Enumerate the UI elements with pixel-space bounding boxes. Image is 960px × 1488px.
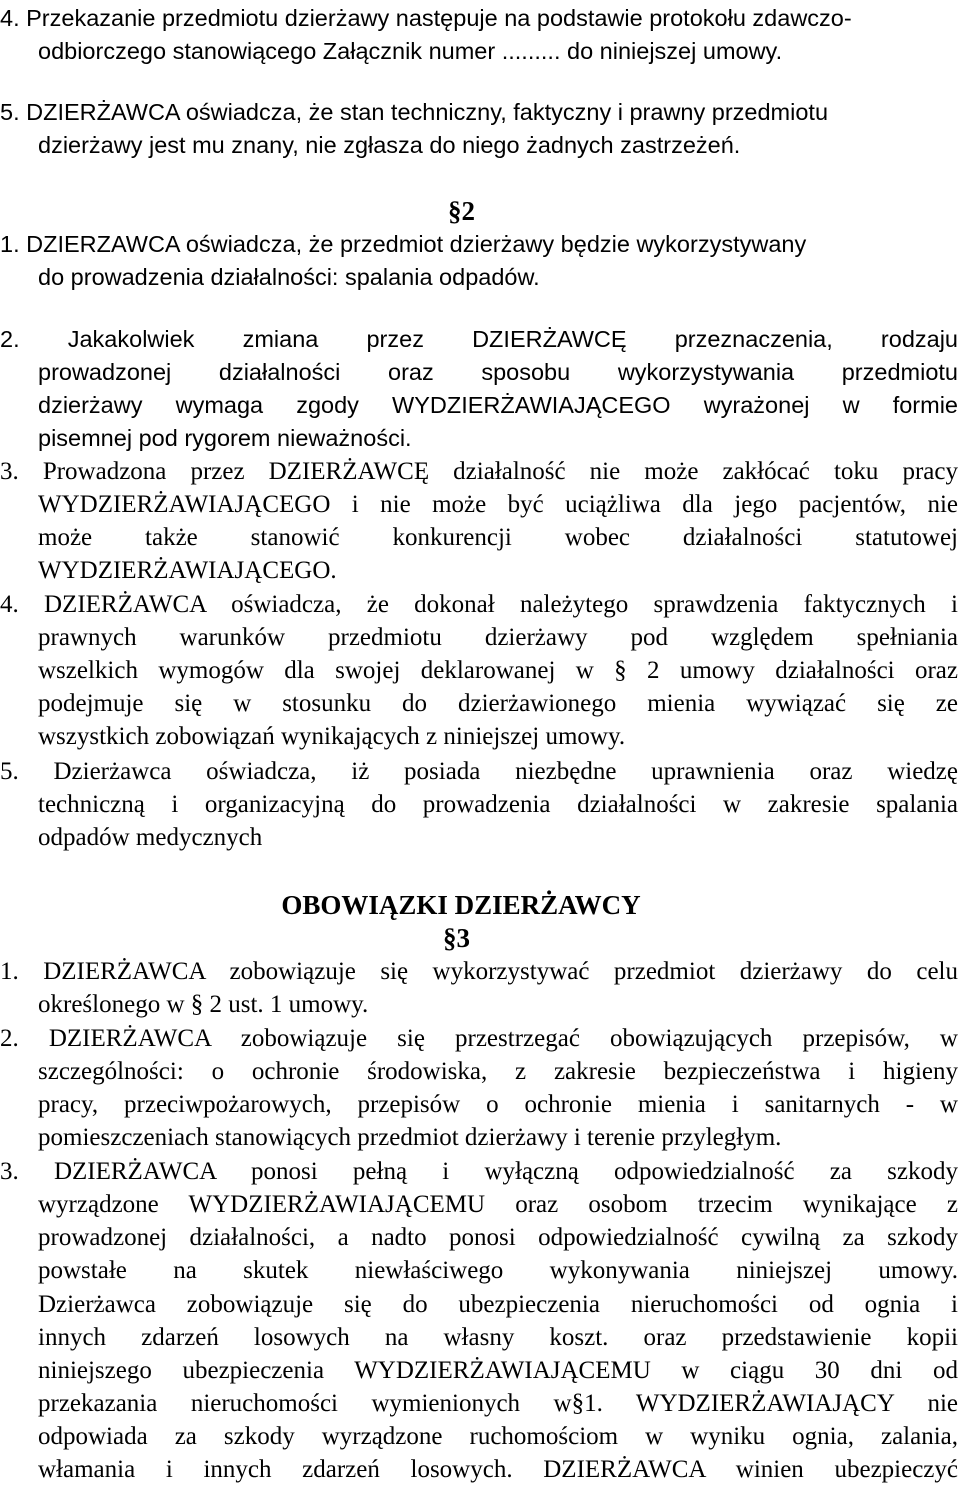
text-line: włamania i innych zdarzeń losowych. DZIERŻAWCA winien ubezpieczyć bbox=[38, 1456, 958, 1483]
text-line: WYDZIERŻAWIAJĄCEGO i nie może być uciążliwa dla jego pacjentów, nie bbox=[38, 491, 958, 518]
text-line: pisemnej pod rygorem nieważności. bbox=[38, 425, 412, 451]
text-line: 2. DZIERŻAWCA zobowiązuje się przestrzegać obowiązujących przepisów, w bbox=[0, 1025, 958, 1052]
text-line: 5. Dzierżawca oświadcza, iż posiada niezbędne uprawnienia oraz wiedzę bbox=[0, 758, 958, 785]
text-line: odbiorczego stanowiącego Załącznik numer ......... do niniejszej umowy. bbox=[38, 38, 783, 64]
text-line: dzierżawy wymaga zgody WYDZIERŻAWIAJĄCEGO wyrażonej w formie bbox=[38, 392, 958, 418]
section-2-marker bbox=[448, 195, 475, 228]
text-line: pomieszczeniach stanowiących przedmiot dzierżawy i terenie przyległym. bbox=[38, 1124, 782, 1151]
text-line: powstałe na skutek niewłaściwego wykonywania niniejszej umowy. bbox=[38, 1257, 958, 1284]
section-heading-obligations: OBOWIĄZKI DZIERŻAWCY bbox=[281, 890, 641, 920]
text-line: wyrządzone WYDZIERŻAWIAJĄCEMU oraz osobom trzecim wynikające z bbox=[38, 1191, 958, 1218]
text-line: wszelkich wymogów dla swojej deklarowanej w § 2 umowy działalności oraz bbox=[38, 657, 958, 684]
text-line: wszystkich zobowiązań wynikających z niniejszej umowy. bbox=[38, 723, 626, 750]
text-line: 3. DZIERŻAWCA ponosi pełną i wyłączną odpowiedzialność za szkody bbox=[0, 1158, 958, 1185]
section-2-label: §2 bbox=[448, 196, 475, 226]
text-line: przekazania nieruchomości wymienionych w§1. WYDZIERŻAWIAJĄCY nie bbox=[38, 1390, 958, 1417]
text-line: odpowiada za szkody wyrządzone ruchomościom w wyniku ognia, zalania, bbox=[38, 1423, 958, 1450]
text-line: szczególności: o ochronie środowiska, z zakresie bezpieczeństwa i higieny bbox=[38, 1058, 958, 1085]
text-line: określonego w § 2 ust. 1 umowy. bbox=[38, 991, 369, 1018]
text-line: WYDZIERŻAWIAJĄCEGO. bbox=[38, 557, 337, 584]
text-line: prawnych warunków przedmiotu dzierżawy pod względem spełniania bbox=[38, 624, 958, 651]
text-line: 4. Przekazanie przedmiotu dzierżawy następuje na podstawie protokołu zdawczo- bbox=[0, 5, 852, 31]
section-3-label: §3 bbox=[443, 923, 470, 953]
section-3-marker bbox=[443, 922, 470, 955]
text-line: odpadów medycznych bbox=[38, 824, 263, 851]
text-line: 2. Jakakolwiek zmiana przez DZIERŻAWCĘ przeznaczenia, rodzaju bbox=[0, 326, 958, 352]
text-line: 5. DZIERŻAWCA oświadcza, że stan techniczny, faktyczny i prawny przedmiotu bbox=[0, 99, 829, 125]
text-line: 1. DZIERZAWCA oświadcza, że przedmiot dzierżawy będzie wykorzystywany bbox=[0, 231, 807, 257]
text-line: prowadzonej działalności, a nadto ponosi odpowiedzialność cywilną za szkody bbox=[38, 1224, 958, 1251]
text-line: może także stanowić konkurencji wobec działalności statutowej bbox=[38, 524, 958, 551]
text-line: niniejszego ubezpieczenia WYDZIERŻAWIAJĄCEMU w ciągu 30 dni od bbox=[38, 1357, 958, 1384]
text-line: Dzierżawca zobowiązuje się do ubezpieczenia nieruchomości od ognia i bbox=[38, 1291, 958, 1318]
text-line: podejmuje się w stosunku do dzierżawionego mienia wywiązać się ze bbox=[38, 690, 958, 717]
text-line: innych zdarzeń losowych na własny koszt. oraz przedstawienie kopii bbox=[38, 1324, 958, 1351]
text-line: pracy, przeciwpożarowych, przepisów o ochronie mienia i sanitarnych - w bbox=[38, 1091, 958, 1118]
text-line: do prowadzenia działalności: spalania odpadów. bbox=[38, 264, 540, 290]
text-line: techniczną i organizacyjną do prowadzenia działalności w zakresie spalania bbox=[38, 791, 958, 818]
text-line: 3. Prowadzona przez DZIERŻAWCĘ działalność nie może zakłócać toku pracy bbox=[0, 458, 958, 485]
text-line: dzierżawy jest mu znany, nie zgłasza do niego żadnych zastrzeżeń. bbox=[38, 132, 741, 158]
text-line: 4. DZIERŻAWCA oświadcza, że dokonał należytego sprawdzenia faktycznych i bbox=[0, 591, 958, 618]
text-line: 1. DZIERŻAWCA zobowiązuje się wykorzystywać przedmiot dzierżawy do celu bbox=[0, 958, 958, 985]
text-line: prowadzonej działalności oraz sposobu wykorzystywania przedmiotu bbox=[38, 359, 958, 385]
